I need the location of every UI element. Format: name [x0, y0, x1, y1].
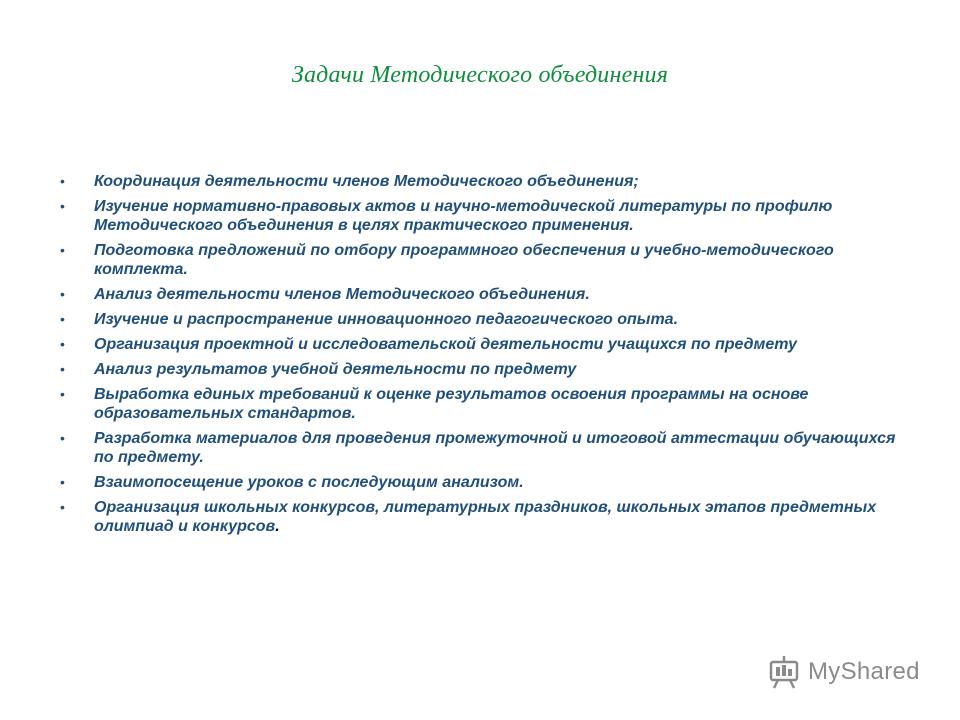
bullet: •: [60, 474, 65, 490]
bullet: •: [60, 386, 65, 402]
task-text: Организация проектной и исследовательской деятельности учащихся по предмету: [94, 336, 797, 353]
watermark-text: MyShared: [808, 658, 920, 685]
task-text: Координация деятельности членов Методического объединения;: [94, 173, 639, 190]
task-text: Анализ результатов учебной деятельности по предмету: [94, 361, 577, 378]
task-list: [60, 172, 910, 542]
list-item: [60, 172, 910, 191]
bullet: •: [60, 499, 65, 515]
task-text: Выработка единых требований к оценке результатов освоения программы на основе образовательных стандартов.: [94, 386, 809, 422]
bullet: •: [60, 430, 65, 446]
list-item: [60, 310, 910, 329]
task-text: Разработка материалов для проведения промежуточной и итоговой аттестации обучающихся по предмету.: [94, 430, 896, 466]
watermark[interactable]: [766, 655, 920, 689]
task-text: Организация школьных конкурсов, литературных праздников, школьных этапов предметных олимпиад и конкурсов: [94, 499, 877, 535]
list-item: [60, 498, 910, 536]
task-text: Подготовка предложений по отбору программного обеспечения и учебно-методического комплекта.: [94, 242, 834, 278]
list-item: [60, 335, 910, 354]
list-item: [60, 473, 910, 492]
list-item: [60, 360, 910, 379]
bullet: •: [60, 311, 65, 327]
bullet: •: [60, 336, 65, 352]
task-text: Изучение нормативно-правовых актов и научно-методической литературы по профилю Методического объединения в целях практического применения.: [94, 198, 833, 234]
list-item: [60, 241, 910, 279]
bullet: •: [60, 242, 65, 258]
slide-title: Задачи Методического объединения: [291, 62, 669, 88]
bullet: •: [60, 286, 65, 302]
list-item: [60, 285, 910, 304]
task-text: Изучение и распространение инновационного педагогического опыта.: [94, 311, 679, 328]
task-period: .: [275, 518, 280, 535]
bullet: •: [60, 198, 65, 214]
list-item: [60, 385, 910, 423]
list-item: [60, 197, 910, 235]
list-item: [60, 429, 910, 467]
task-text: Взаимопосещение уроков с последующим анализом.: [94, 474, 524, 491]
bullet: •: [60, 173, 65, 189]
task-text: Анализ деятельности членов Методического объединения.: [94, 286, 590, 303]
bullet: •: [60, 361, 65, 377]
myshared-logo-icon: [766, 655, 802, 689]
